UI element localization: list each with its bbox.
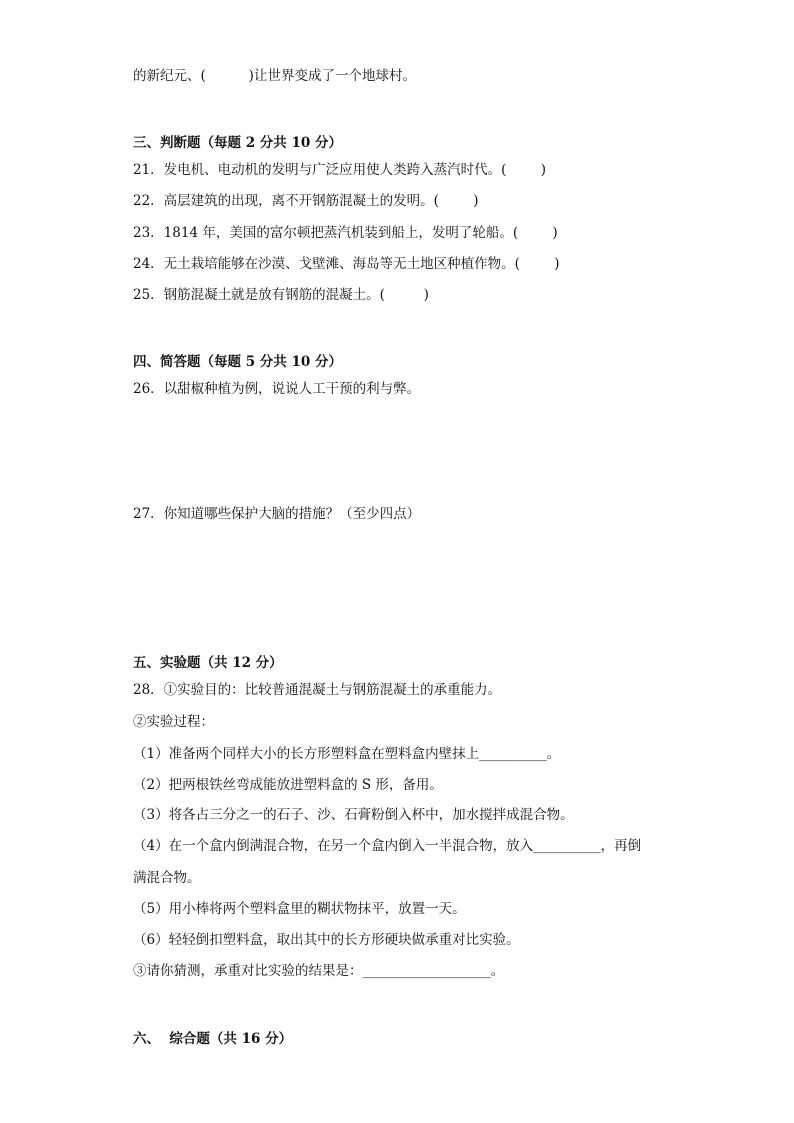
experiment-step-5: （5）用小棒将两个塑料盒里的糊状物抹平，放置一天。 xyxy=(133,901,466,917)
section-heading-comprehensive: 六、 综合题（共 16 分） xyxy=(133,1031,293,1047)
experiment-prediction: ③请你猜测，承重对比实验的结果是：___________________。 xyxy=(133,963,505,979)
question-23: 23．1814 年，美国的富尔顿把蒸汽机装到船上，发明了轮船。( ) xyxy=(133,225,558,241)
question-22: 22．高层建筑的出现，离不开钢筋混凝土的发明。( ) xyxy=(133,193,479,209)
continuation-line: 的新纪元、( )让世界变成了一个地球村。 xyxy=(133,68,416,84)
question-21: 21．发电机、电动机的发明与广泛应用使人类跨入蒸汽时代。( ) xyxy=(133,162,547,178)
experiment-step-1: （1）准备两个同样大小的长方形塑料盒在塑料盒内壁抹上__________。 xyxy=(133,746,561,762)
experiment-step-4-continued: 满混合物。 xyxy=(133,870,201,886)
question-28-purpose: 28．①实验目的：比较普通混凝土与钢筋混凝土的承重能力。 xyxy=(133,682,502,698)
experiment-step-2: （2）把两根铁丝弯成能放进塑料盒的 S 形，备用。 xyxy=(133,777,443,793)
experiment-step-3: （3）将各占三分之一的石子、沙、石膏粉倒入杯中，加水搅拌成混合物。 xyxy=(133,807,574,823)
experiment-step-6: （6）轻轻倒扣塑料盒，取出其中的长方形硬块做承重对比实验。 xyxy=(133,932,520,948)
experiment-step-4: （4）在一个盒内倒满混合物，在另一个盒内倒入一半混合物，放入__________，再倒 xyxy=(133,838,642,854)
section-heading-experiment: 五、实验题（共 12 分） xyxy=(133,655,283,671)
question-27: 27．你知道哪些保护大脑的措施？（至少四点） xyxy=(133,506,421,522)
section-heading-short-answer: 四、简答题（每题 5 分共 10 分） xyxy=(133,354,342,370)
question-26: 26．以甜椒种植为例，说说人工干预的利与弊。 xyxy=(133,381,421,397)
question-24: 24．无土栽培能够在沙漠、戈壁滩、海岛等无土地区种植作物。( ) xyxy=(133,256,560,272)
question-25: 25．钢筋混凝土就是放有钢筋的混凝土。( ) xyxy=(133,287,429,303)
section-heading-judgment: 三、判断题（每题 2 分共 10 分） xyxy=(133,135,342,151)
experiment-process-label: ②实验过程： xyxy=(133,714,214,730)
